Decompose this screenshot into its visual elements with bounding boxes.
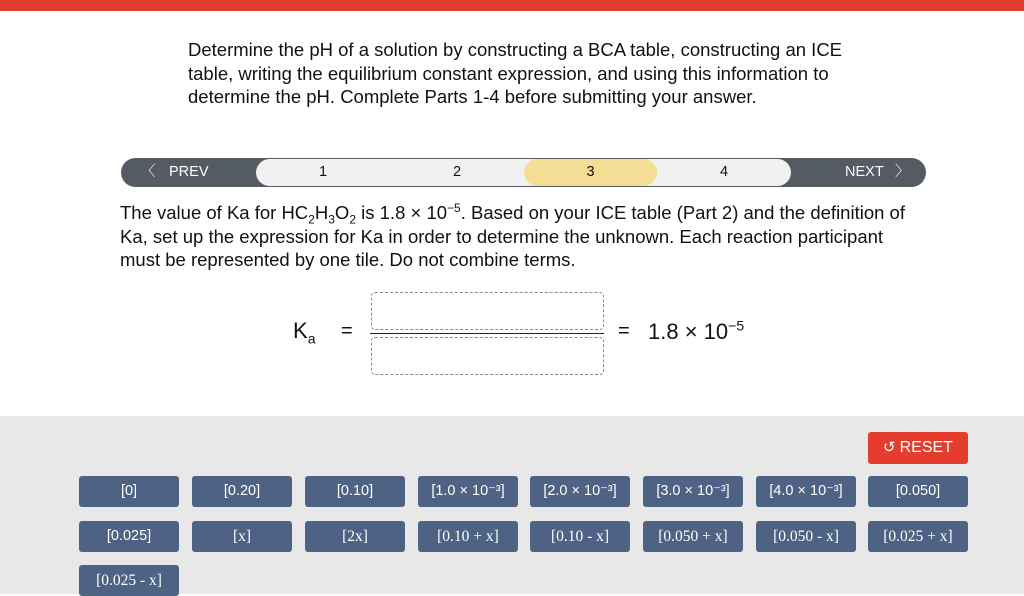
- tile[interactable]: [2x]: [305, 521, 405, 552]
- denominator-drop-zone[interactable]: [371, 337, 604, 375]
- equals-sign-2: =: [618, 320, 630, 342]
- next-button[interactable]: [791, 158, 926, 187]
- tile[interactable]: [0.050 - x]: [756, 521, 856, 552]
- step-navigation: [121, 158, 926, 187]
- tile[interactable]: [x]: [192, 521, 292, 552]
- step-tab-2[interactable]: 2: [452, 164, 462, 180]
- tile[interactable]: [0.10 + x]: [418, 521, 518, 552]
- numerator-drop-zone[interactable]: [371, 292, 604, 330]
- question-text: The value of Ka for $HC_2H_3O_2$ is $1.8 \times 10^{-5}$. Based on your ICE table (Part 2) and the definition of Ka, set up the expression for Ka in order to determine the unknown. Each reaction participant must be represented by one tile. Do not combine terms.: [120, 200, 905, 270]
- next-label: NEXT: [845, 164, 884, 180]
- step-tab-3[interactable]: 3: [524, 159, 657, 186]
- chevron-left-icon: 〈: [141, 164, 156, 180]
- tile[interactable]: [0.025]: [79, 521, 179, 552]
- tile[interactable]: [0.050 + x]: [643, 521, 743, 552]
- ka-label: $K_a$: [293, 318, 316, 347]
- reset-label: RESET: [899, 439, 953, 456]
- step-tabs: [256, 159, 791, 186]
- tile[interactable]: [0.050]: [868, 476, 968, 507]
- prev-button[interactable]: [121, 158, 257, 187]
- tile[interactable]: [0.10 - x]: [530, 521, 630, 552]
- tile[interactable]: [0.10]: [305, 476, 405, 507]
- tile[interactable]: [1.0 × 10⁻³]: [418, 476, 518, 507]
- tile[interactable]: [4.0 × 10⁻³]: [756, 476, 856, 507]
- tile[interactable]: [3.0 × 10⁻³]: [643, 476, 743, 507]
- step-tab-1[interactable]: 1: [318, 164, 328, 180]
- ka-value: $1.8 \times 10^{-5}$: [648, 317, 745, 344]
- tile[interactable]: [0.025 + x]: [868, 521, 968, 552]
- prev-label: PREV: [169, 164, 209, 180]
- fraction-bar: [370, 333, 604, 334]
- top-accent-bar: [0, 0, 1024, 11]
- undo-icon: ↺: [883, 439, 896, 456]
- reset-button[interactable]: [868, 432, 968, 464]
- tile[interactable]: [0.025 - x]: [79, 565, 179, 596]
- prompt-text: Determine the pH of a solution by constructing a BCA table, constructing an ICE table, writing the equilibrium constant expression, and using this information to determine the pH. Complete Parts 1-4 before submitting your answer.: [188, 39, 843, 107]
- tile[interactable]: [0.20]: [192, 476, 292, 507]
- tile[interactable]: [2.0 × 10⁻³]: [530, 476, 630, 507]
- equals-sign: =: [341, 320, 353, 342]
- tile[interactable]: [0]: [79, 476, 179, 507]
- step-tab-4[interactable]: 4: [719, 164, 729, 180]
- chevron-right-icon: 〉: [895, 164, 910, 180]
